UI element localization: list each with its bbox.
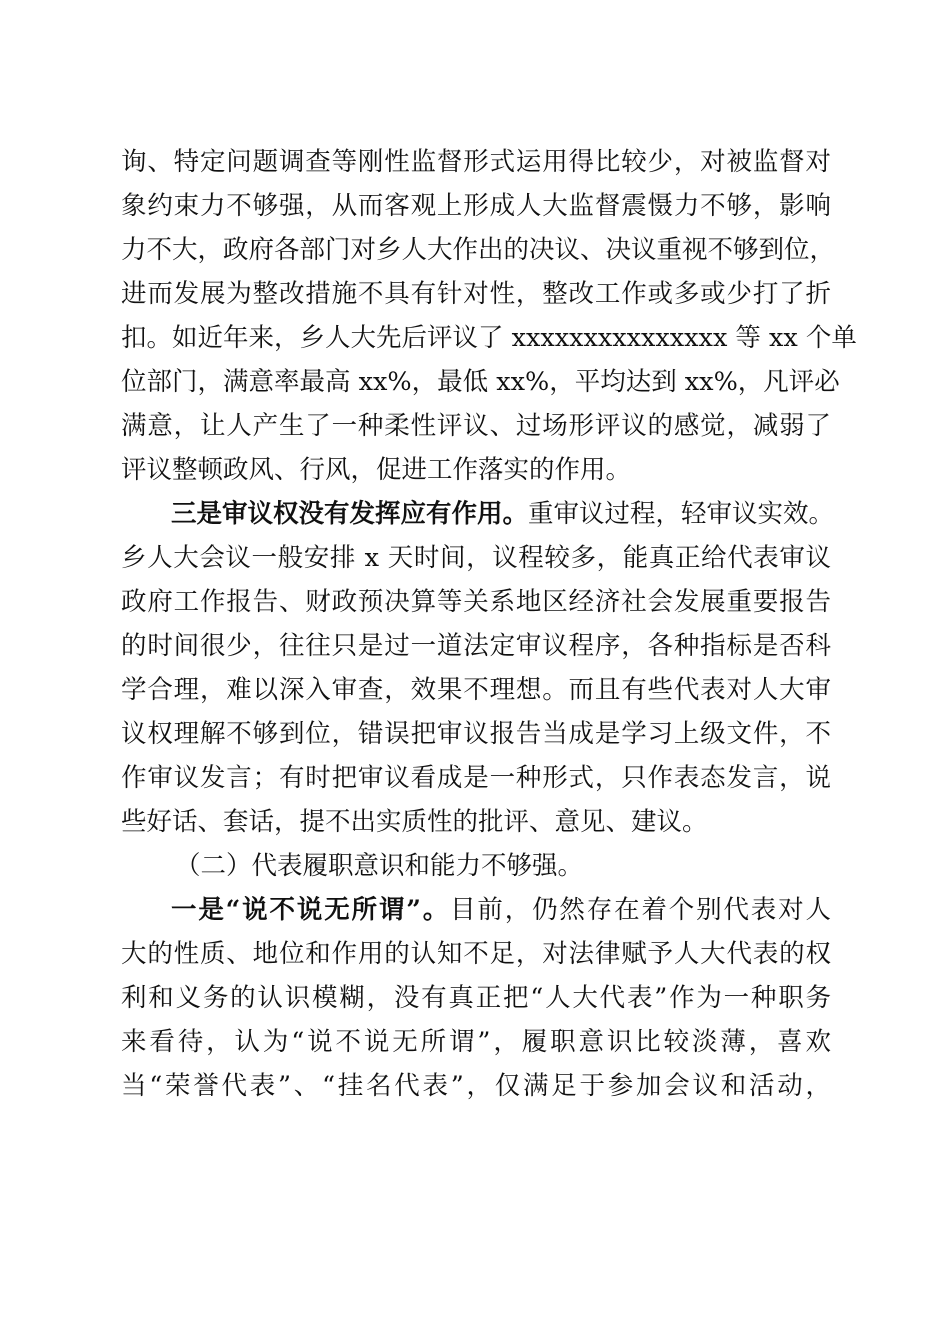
paragraph-line: 学合理，难以深入审查，效果不理想。而且有些代表对人大审 [121, 675, 831, 705]
paragraph-text: 重审议过程，轻审议实效。 [528, 499, 835, 529]
paragraph-line: 政府工作报告、财政预决算等关系地区经济社会发展重要报告 [121, 587, 831, 617]
paragraph-line: 利和义务的认识模糊，没有真正把“人大代表”作为一种职务 [121, 983, 831, 1013]
paragraph-line: 满意，让人产生了一种柔性评议、过场形评议的感觉，减弱了 [121, 411, 831, 441]
paragraph-first-line [121, 492, 835, 536]
paragraph-line: 些好话、套话，提不出实质性的批评、意见、建议。 [121, 807, 708, 837]
paragraph-lead: 三是审议权没有发挥应有作用。 [171, 499, 529, 529]
paragraph-line: 当“荣誉代表”、“挂名代表”，仅满足于参加会议和活动， [121, 1071, 831, 1101]
paragraph-line: 评议整顿政风、行风，促进工作落实的作用。 [121, 455, 632, 485]
paragraph-line: 的时间很少，往往只是过一道法定审议程序，各种指标是否科 [121, 631, 831, 661]
paragraph-line: 位部门，满意率最高 xx%，最低 xx%，平均达到 xx%，凡评必 [121, 367, 840, 397]
paragraph-line: 进而发展为整改措施不具有针对性，整改工作或多或少打了折 [121, 279, 831, 309]
paragraph-line: 乡人大会议一般安排 x 天时间，议程较多，能真正给代表审议 [121, 543, 831, 573]
paragraph-line: 力不大，政府各部门对乡人大作出的决议、决议重视不够到位， [121, 235, 836, 265]
paragraph-line: 大的性质、地位和作用的认知不足，对法律赋予人大代表的权 [121, 939, 831, 969]
paragraph-line: 象约束力不够强，从而客观上形成人大监督震慑力不够，影响 [121, 191, 831, 221]
paragraph-first-line [121, 888, 831, 932]
paragraph-line: 询、特定问题调查等刚性监督形式运用得比较少，对被监督对 [121, 147, 831, 177]
section-heading: （二）代表履职意识和能力不够强。 [175, 851, 584, 881]
paragraph-line: 作审议发言；有时把审议看成是一种形式，只作表态发言，说 [121, 763, 831, 793]
paragraph-line: 扣。如近年来，乡人大先后评议了 xxxxxxxxxxxxxxx 等 xx 个单 [121, 323, 857, 353]
paragraph-line: 来看待，认为“说不说无所谓”，履职意识比较淡薄，喜欢 [121, 1027, 831, 1057]
document-body [121, 140, 857, 1108]
paragraph-line: 议权理解不够到位，错误把审议报告当成是学习上级文件，不 [121, 719, 831, 749]
paragraph-lead: 一是“说不说无所谓”。 [171, 895, 451, 925]
paragraph-text: 目前，仍然存在着个别代表对人 [450, 895, 831, 925]
